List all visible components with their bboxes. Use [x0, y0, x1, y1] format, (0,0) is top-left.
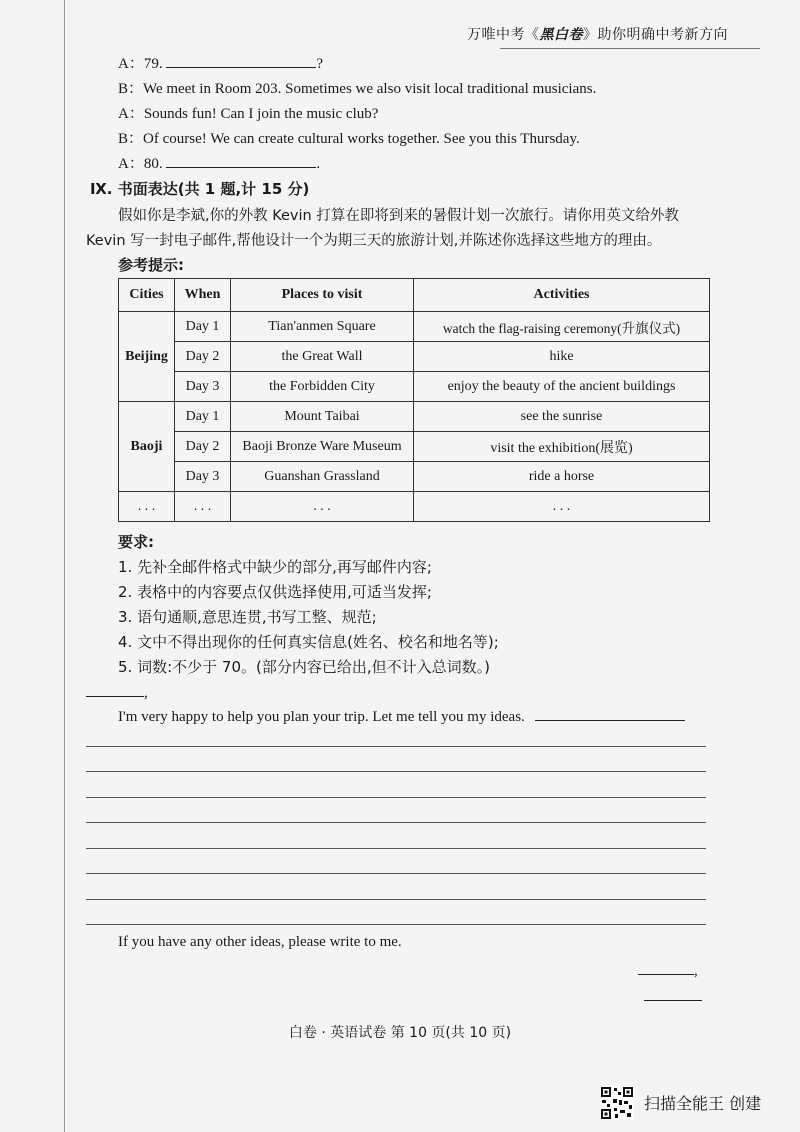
ellipsis-cell: . . . — [414, 492, 710, 522]
dialogue-line-79: A：79. ? — [118, 56, 324, 72]
activity-cell: visit the exhibition(展览) — [414, 432, 710, 462]
signature-blank[interactable] — [644, 988, 702, 1001]
activity-cell: watch the flag-raising ceremony(升旗仪式) — [414, 312, 710, 342]
requirements-label: 要求: — [118, 533, 154, 551]
prompt-line-2: Kevin 写一封电子邮件,帮他设计一个为期三天的旅游计划,并陈述你选择这些地方的理由。 — [86, 233, 662, 249]
salutation-line: , — [86, 684, 148, 702]
table-row-ellipsis — [119, 492, 710, 522]
ellipsis-cell: . . . — [119, 492, 175, 522]
writing-line[interactable] — [86, 873, 706, 874]
requirement-item: 3. 语句通顺,意思连贯,书写工整、规范; — [118, 608, 377, 626]
answer-blank-79[interactable] — [166, 55, 316, 68]
requirement-item: 1. 先补全邮件格式中缺少的部分,再写邮件内容; — [118, 558, 432, 576]
writing-line[interactable] — [86, 822, 706, 823]
writing-line[interactable] — [86, 924, 706, 925]
table-row — [119, 312, 710, 342]
when-cell: Day 2 — [175, 342, 231, 372]
table-row — [119, 402, 710, 432]
activity-cell: see the sunrise — [414, 402, 710, 432]
requirement-item: 4. 文中不得出现你的任何真实信息(姓名、校名和地名等); — [118, 633, 499, 651]
closing-line: If you have any other ideas, please write to me. — [118, 934, 402, 950]
travel-plan-table — [118, 278, 710, 522]
dialogue-line: B：We meet in Room 203. Sometimes we also visit local traditional musicians. — [118, 81, 597, 97]
city-cell-baoji: Baoji — [119, 402, 175, 492]
column-header-places: Places to visit — [231, 279, 414, 312]
qr-code-icon — [600, 1086, 634, 1120]
dialogue-line: B：Of course! We can create cultural works together. See you this Thursday. — [118, 131, 580, 147]
place-cell: Mount Taibai — [231, 402, 414, 432]
table-header-row — [119, 279, 710, 312]
page-footer: 白卷 · 英语试卷 第 10 页(共 10 页) — [288, 1025, 512, 1041]
prompt-line-1: 假如你是李斌,你的外教 Kevin 打算在即将到来的暑假计划一次旅行。请你用英文给外教 — [118, 208, 679, 224]
signoff-line: , — [638, 962, 698, 980]
place-cell: Guanshan Grassland — [231, 462, 414, 492]
activity-cell: hike — [414, 342, 710, 372]
section-title: Ⅸ. 书面表达(共 1 题,计 15 分) — [90, 180, 310, 198]
dialogue-line-80: A：80. . — [118, 156, 321, 172]
dialogue-line: A：Sounds fun! Can I join the music club? — [118, 106, 379, 122]
requirement-item: 5. 词数:不少于 70。(部分内容已给出,但不计入总词数。) — [118, 658, 490, 676]
writing-line[interactable] — [86, 746, 706, 747]
salutation-blank[interactable] — [86, 684, 144, 697]
ellipsis-cell: . . . — [175, 492, 231, 522]
column-header-cities: Cities — [119, 279, 175, 312]
column-header-when: When — [175, 279, 231, 312]
table-row — [119, 372, 710, 402]
opening-line: I'm very happy to help you plan your trip. Let me tell you my ideas. — [118, 708, 685, 726]
activity-cell: enjoy the beauty of the ancient buildings — [414, 372, 710, 402]
table-row — [119, 342, 710, 372]
when-cell: Day 1 — [175, 402, 231, 432]
when-cell: Day 1 — [175, 312, 231, 342]
binding-margin-line — [64, 0, 65, 1132]
city-cell-beijing: Beijing — [119, 312, 175, 402]
ellipsis-cell: . . . — [231, 492, 414, 522]
when-cell: Day 3 — [175, 372, 231, 402]
place-cell: Tian'anmen Square — [231, 312, 414, 342]
requirement-item: 2. 表格中的内容要点仅供选择使用,可适当发挥; — [118, 583, 432, 601]
answer-blank-80[interactable] — [166, 155, 316, 168]
table-row — [119, 432, 710, 462]
header-brand: 万唯中考《黑白卷》助你明确中考新方向 — [467, 27, 728, 43]
writing-line[interactable] — [86, 899, 706, 900]
place-cell: the Forbidden City — [231, 372, 414, 402]
header-rule — [500, 48, 760, 49]
scanner-watermark: 扫描全能王 创建 — [644, 1094, 762, 1113]
place-cell: Baoji Bronze Ware Museum — [231, 432, 414, 462]
writing-line[interactable] — [86, 771, 706, 772]
writing-line[interactable] — [86, 848, 706, 849]
activity-cell: ride a horse — [414, 462, 710, 492]
when-cell: Day 2 — [175, 432, 231, 462]
writing-line[interactable] — [86, 797, 706, 798]
writing-blank[interactable] — [535, 708, 685, 721]
table-row — [119, 462, 710, 492]
hint-label: 参考提示: — [118, 256, 184, 274]
column-header-activities: Activities — [414, 279, 710, 312]
signoff-blank[interactable] — [638, 962, 694, 975]
signature-line — [644, 988, 702, 1006]
place-cell: the Great Wall — [231, 342, 414, 372]
when-cell: Day 3 — [175, 462, 231, 492]
